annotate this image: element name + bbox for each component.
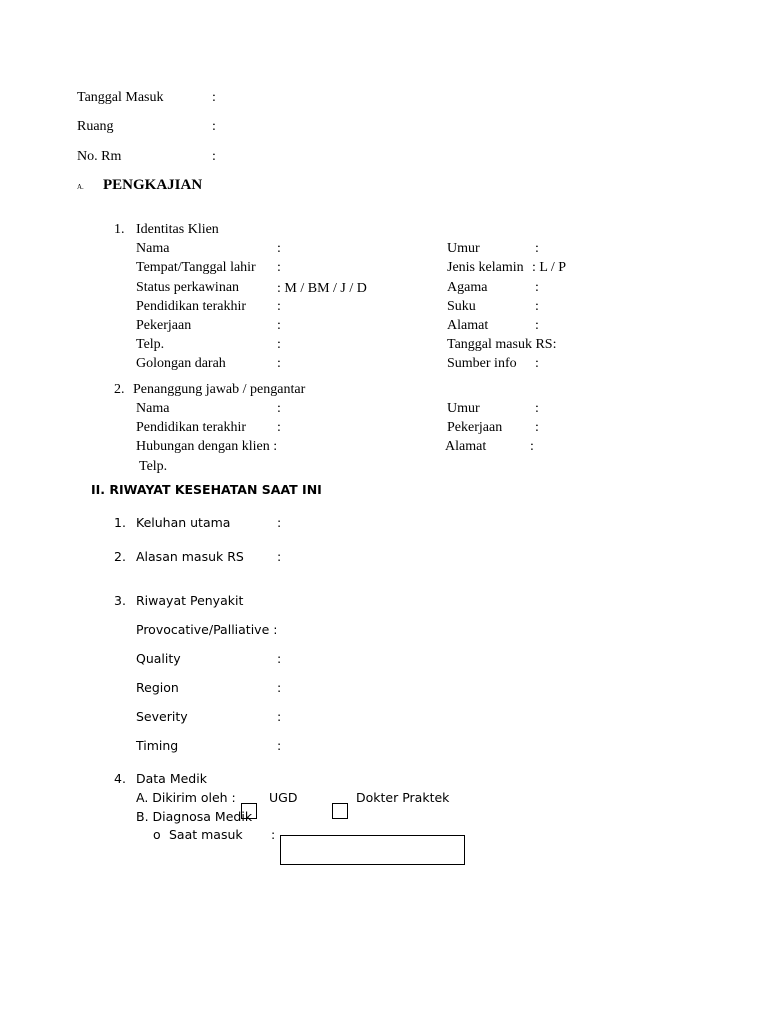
keluhan-number: 1. xyxy=(114,515,126,530)
no-rm-colon: : xyxy=(212,149,216,164)
section-a-letter: A. xyxy=(77,183,84,191)
saat-masuk-input[interactable] xyxy=(280,835,465,865)
pj-telp-label: Telp. xyxy=(139,459,168,474)
pj-hubungan-label: Hubungan dengan klien : xyxy=(136,439,278,454)
field-agama-value: : xyxy=(535,280,539,295)
pqrst-quality-label: Quality xyxy=(136,651,181,666)
field-status-label: Status perkawinan xyxy=(136,280,240,295)
identitas-title: Identitas Klien xyxy=(136,222,219,237)
field-pekerjaan-value: : xyxy=(277,318,281,333)
dokter-praktek-checkbox[interactable] xyxy=(332,803,348,819)
no-rm-label: No. Rm xyxy=(77,149,122,164)
field-sumber-value: : xyxy=(535,356,539,371)
field-telp-label: Telp. xyxy=(136,337,165,352)
field-pendidikan-value: : xyxy=(277,299,281,314)
pj-nama-label: Nama xyxy=(136,401,170,416)
field-nama-label: Nama xyxy=(136,241,170,256)
field-alamat-label: Alamat xyxy=(447,318,489,333)
pqrst-provocative-label: Provocative/Palliative : xyxy=(136,622,278,637)
diagnosa-medik-label: B. Diagnosa Medik xyxy=(136,809,253,824)
field-telp-value: : xyxy=(277,337,281,352)
field-alamat-value: : xyxy=(535,318,539,333)
bullet-icon: o xyxy=(153,827,161,842)
pj-pendidikan-label: Pendidikan terakhir xyxy=(136,420,247,435)
field-goldar-value: : xyxy=(277,356,281,371)
pj-umur-label: Umur xyxy=(447,401,480,416)
field-umur-label: Umur xyxy=(447,241,480,256)
field-jk-label: Jenis kelamin xyxy=(447,260,524,275)
identitas-number: 1. xyxy=(114,222,125,237)
ruang-label: Ruang xyxy=(77,119,114,134)
ruang-colon: : xyxy=(212,119,216,134)
penanggung-number: 2. xyxy=(114,382,125,397)
ugd-label: UGD xyxy=(269,790,298,805)
pqrst-severity-colon: : xyxy=(277,709,282,724)
field-goldar-label: Golongan darah xyxy=(136,356,226,371)
data-medik-number: 4. xyxy=(114,771,126,786)
field-umur-value: : xyxy=(535,241,539,256)
pj-umur-value: : xyxy=(535,401,539,416)
keluhan-colon: : xyxy=(277,515,282,530)
pj-nama-value: : xyxy=(277,401,281,416)
alasan-number: 2. xyxy=(114,549,126,564)
field-pendidikan-label: Pendidikan terakhir xyxy=(136,299,247,314)
field-sumber-label: Sumber info xyxy=(447,356,517,371)
pqrst-severity-label: Severity xyxy=(136,709,188,724)
section-a-title: PENGKAJIAN xyxy=(103,177,203,193)
penyakit-number: 3. xyxy=(114,593,126,608)
alasan-label: Alasan masuk RS xyxy=(136,549,244,564)
tanggal-masuk-colon: : xyxy=(212,90,216,105)
pj-pekerjaan-label: Pekerjaan xyxy=(447,420,503,435)
saat-masuk-label: Saat masuk xyxy=(169,827,243,842)
pqrst-region-colon: : xyxy=(277,680,282,695)
field-ttl-value: : xyxy=(277,260,281,275)
dokter-praktek-label: Dokter Praktek xyxy=(356,790,450,805)
field-tglmasukrs-label: Tanggal masuk RS: xyxy=(447,337,557,352)
pqrst-quality-colon: : xyxy=(277,651,282,666)
field-suku-value: : xyxy=(535,299,539,314)
dikirim-oleh-label: A. Dikirim oleh : xyxy=(136,790,236,805)
field-pekerjaan-label: Pekerjaan xyxy=(136,318,192,333)
alasan-colon: : xyxy=(277,549,282,564)
penanggung-title: Penanggung jawab / pengantar xyxy=(133,382,306,397)
pqrst-timing-label: Timing xyxy=(136,738,179,753)
pj-pekerjaan-value: : xyxy=(535,420,539,435)
section-ii-title: II. RIWAYAT KESEHATAN SAAT INI xyxy=(91,482,322,497)
field-status-value: : M / BM / J / D xyxy=(277,281,367,296)
keluhan-label: Keluhan utama xyxy=(136,515,231,530)
field-suku-label: Suku xyxy=(447,299,476,314)
field-ttl-label: Tempat/Tanggal lahir xyxy=(136,260,256,275)
pj-alamat-label: Alamat xyxy=(445,439,487,454)
pqrst-timing-colon: : xyxy=(277,738,282,753)
data-medik-title: Data Medik xyxy=(136,771,207,786)
field-agama-label: Agama xyxy=(447,280,488,295)
field-nama-value: : xyxy=(277,241,281,256)
field-jk-value: : L / P xyxy=(532,260,567,275)
tanggal-masuk-label: Tanggal Masuk xyxy=(77,90,164,105)
pqrst-region-label: Region xyxy=(136,680,179,695)
penyakit-label: Riwayat Penyakit xyxy=(136,593,244,608)
pj-pendidikan-value: : xyxy=(277,420,281,435)
pj-alamat-value: : xyxy=(530,439,534,454)
saat-masuk-colon: : xyxy=(271,827,276,842)
